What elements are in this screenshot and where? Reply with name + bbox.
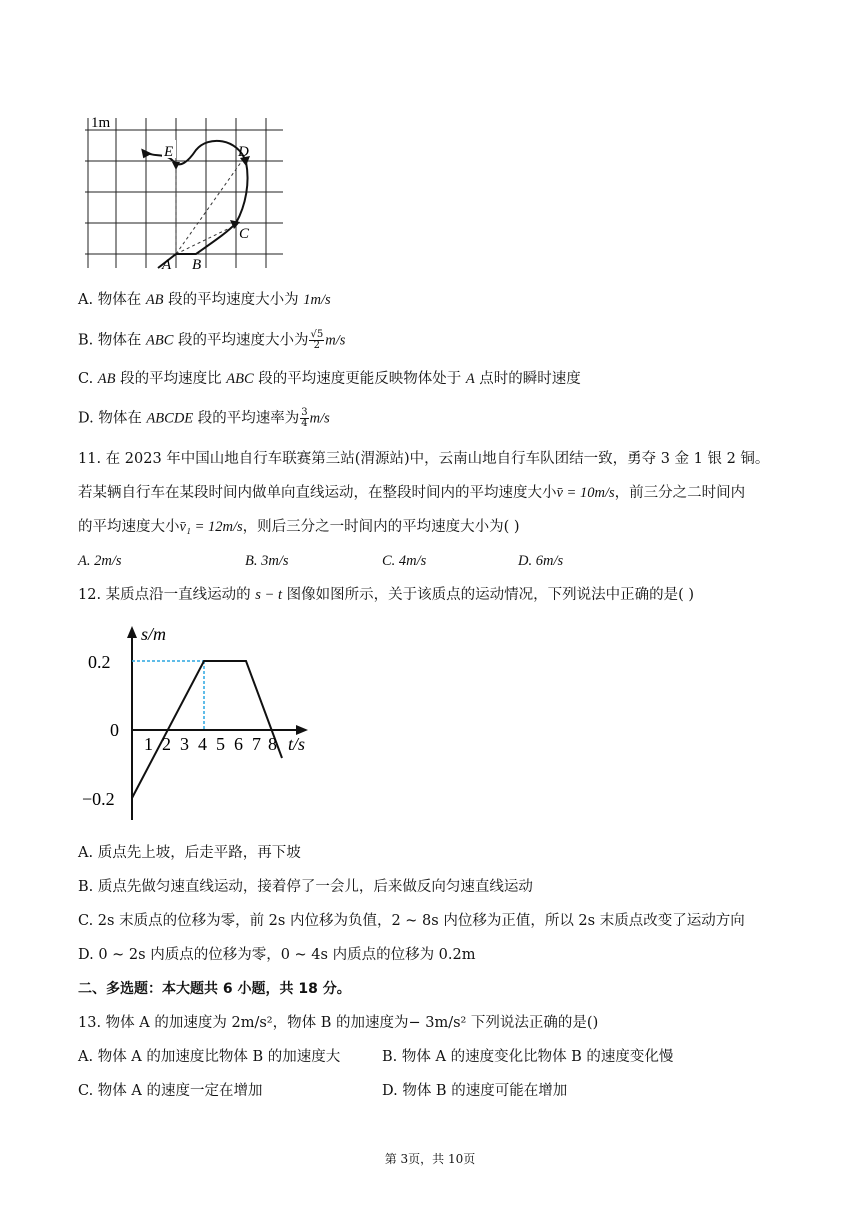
q12-option-c: C. 2s 末质点的位移为零，前 2s 内位移为负值，2 ~ 8s 内位移为正值，所以 2s 末质点改变了运动方向 <box>78 913 745 929</box>
q11-option-d: D. 6m/s <box>518 553 564 569</box>
x-axis-label: t/s <box>288 734 306 754</box>
y-tick-0.2: 0.2 <box>88 652 111 672</box>
point-E-label: E <box>164 144 174 160</box>
q11-stem-line1: 11. 在 2023 年中国山地自行车联赛第三站(渭源站)中，云南山地自行车队团结一致，勇夺 3 金 1 银 2 铜。 <box>78 451 770 467</box>
grid-scale-label: 1m <box>91 115 111 131</box>
fraction-3-over-4: $\frac{3}{4}$ <box>301 407 308 429</box>
x-tick-3: 3 <box>180 734 189 754</box>
q12-option-b: B. 质点先做匀速直线运动，接着停了一会儿，后来做反向匀速直线运动 <box>78 879 533 895</box>
page-footer: 第 3页，共 10页 <box>384 1152 476 1166</box>
st-graph <box>78 620 318 830</box>
x-tick-7: 7 <box>252 734 261 754</box>
point-A-label: A <box>162 257 172 273</box>
y-tick-neg0.2: −0.2 <box>82 789 115 809</box>
q10-option-d: D. 物体在 ABCDE 段的平均速率为 $\frac{3}{4}$ m/s <box>78 407 330 429</box>
grid-trajectory-figure <box>78 110 293 275</box>
trajectory-curve <box>144 141 248 268</box>
q11-stem-line2: 若某辆自行车在某段时间内做单向直线运动，在整段时间内的平均速度大小v̄ = 10m/s，前三分之二时间内 <box>78 485 746 501</box>
x-tick-4: 4 <box>198 734 207 754</box>
point-B-label: B <box>192 257 202 273</box>
trajectory-arrowhead <box>138 148 152 160</box>
q10-option-c: C. AB 段的平均速度比 ABC 段的平均速度更能反映物体处于 A 点时的瞬时速度 <box>78 371 581 387</box>
x-tick-6: 6 <box>234 734 243 754</box>
q13-option-b: B. 物体 A 的速度变化比物体 B 的速度变化慢 <box>382 1049 674 1065</box>
q12-stem: 12. 某质点沿一直线运动的 s − t 图像如图所示，关于该质点的运动情况，下列说法中正确的是( ) <box>78 587 695 603</box>
q11-option-b: B. 3m/s <box>245 553 289 569</box>
y-axis-label: s/m <box>141 624 167 644</box>
q13-stem: 13. 物体 A 的加速度为 2m/s²，物体 B 的加速度为− 3m/s² 下列说法正确的是() <box>78 1015 599 1031</box>
y-axis-arrow <box>127 626 137 638</box>
q13-option-c: C. 物体 A 的速度一定在增加 <box>78 1083 263 1099</box>
fraction-sqrt5-over-2: $\frac{√5}{2}$ <box>310 329 324 351</box>
q10-option-b: B. 物体在 ABC 段的平均速度大小为 $\frac{√5}{2}$ m/s <box>78 329 346 351</box>
q13-option-a: A. 物体 A 的加速度比物体 B 的加速度大 <box>78 1049 341 1065</box>
q12-option-a: A. 质点先上坡，后走平路，再下坡 <box>78 845 301 861</box>
q11-option-c: C. 4m/s <box>382 553 427 569</box>
q11-option-a: A. 2m/s <box>78 553 122 569</box>
q12-option-d: D. 0 ~ 2s 内质点的位移为零，0 ~ 4s 内质点的位移为 0.2m <box>78 947 476 963</box>
x-tick-1: 1 <box>144 734 153 754</box>
q13-option-d: D. 物体 B 的速度可能在增加 <box>382 1083 568 1099</box>
section-heading-multi-choice: 二、多选题：本大题共 6 小题，共 18 分。 <box>78 981 351 997</box>
point-D-label: D <box>238 144 249 160</box>
x-tick-8: 8 <box>268 734 277 754</box>
y-tick-0: 0 <box>110 720 119 740</box>
point-C-label: C <box>239 226 250 242</box>
q10-option-a: A. 物体在 AB 段的平均速度大小为 1m/s <box>78 292 331 308</box>
x-tick-2: 2 <box>162 734 171 754</box>
q11-stem-line3: 的平均速度大小v̄₁ = 12m/s，则后三分之一时间内的平均速度大小为( ) <box>78 519 520 535</box>
x-tick-5: 5 <box>216 734 225 754</box>
